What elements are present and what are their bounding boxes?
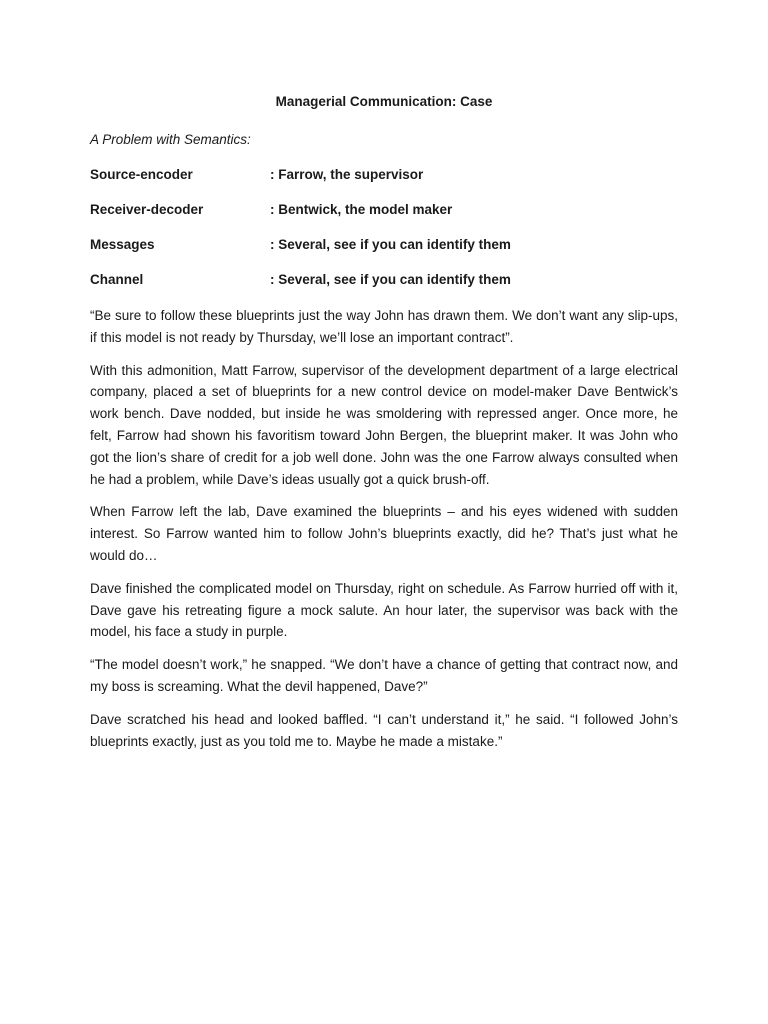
paragraph-opening-quote: “Be sure to follow these blueprints just the way John has drawn them. We don’t want any slip-ups, if this model is not ready by Thursday, we’ll lose an important contract”. [90,308,678,345]
meta-label: Messages [90,237,155,252]
meta-value: : Farrow, the supervisor [270,167,424,182]
meta-row-receiver-decoder [90,200,678,220]
document-subtitle: A Problem with Semantics: [90,132,251,147]
document-page [90,92,678,763]
meta-value: : Several, see if you can identify them [270,237,511,252]
meta-value: : Several, see if you can identify them [270,272,511,287]
paragraph-model-fails: “The model doesn’t work,” he snapped. “We don’t have a chance of getting that contract now, and my boss is screaming. What the devil happened, Dave?” [90,657,678,694]
document-title: Managerial Communication: Case [275,94,493,109]
meta-row-messages [90,235,678,255]
meta-value: : Bentwick, the model maker [270,202,453,217]
meta-row-channel [90,270,678,290]
paragraph-model-finished: Dave finished the complicated model on Thursday, right on schedule. As Farrow hurried off with it, Dave gave his retreating figure a mock salute. An hour later, the supervisor was back with the model, his face a study in purple. [90,580,678,640]
meta-label: Source-encoder [90,167,193,182]
meta-label: Channel [90,272,144,287]
paragraph-admonition: With this admonition, Matt Farrow, supervisor of the development department of a large electrical company, placed a set of blueprints for a new control device on model-maker Dave Bentwick’s work bench. Dave nodded, but inside he was smoldering with repressed anger. Once more, he felt, Farrow had shown his favoritism toward John Bergen, the blueprint maker. It was John who got the lion’s share of credit for a job well done. John was the one Farrow always consulted when he had a problem, while Dave’s ideas usually got a quick brush-off. [90,362,678,487]
meta-label: Receiver-decoder [90,202,204,217]
paragraph-dave-response: Dave scratched his head and looked baffled. “I can’t understand it,” he said. “I followed John’s blueprints exactly, just as you told me to. Maybe he made a mistake.” [90,711,678,749]
paragraph-blueprints: When Farrow left the lab, Dave examined the blueprints – and his eyes widened with sudden interest. So Farrow wanted him to follow John’s blueprints exactly, did he? That’s just what he would do… [90,504,678,563]
meta-row-source-encoder [90,165,678,185]
